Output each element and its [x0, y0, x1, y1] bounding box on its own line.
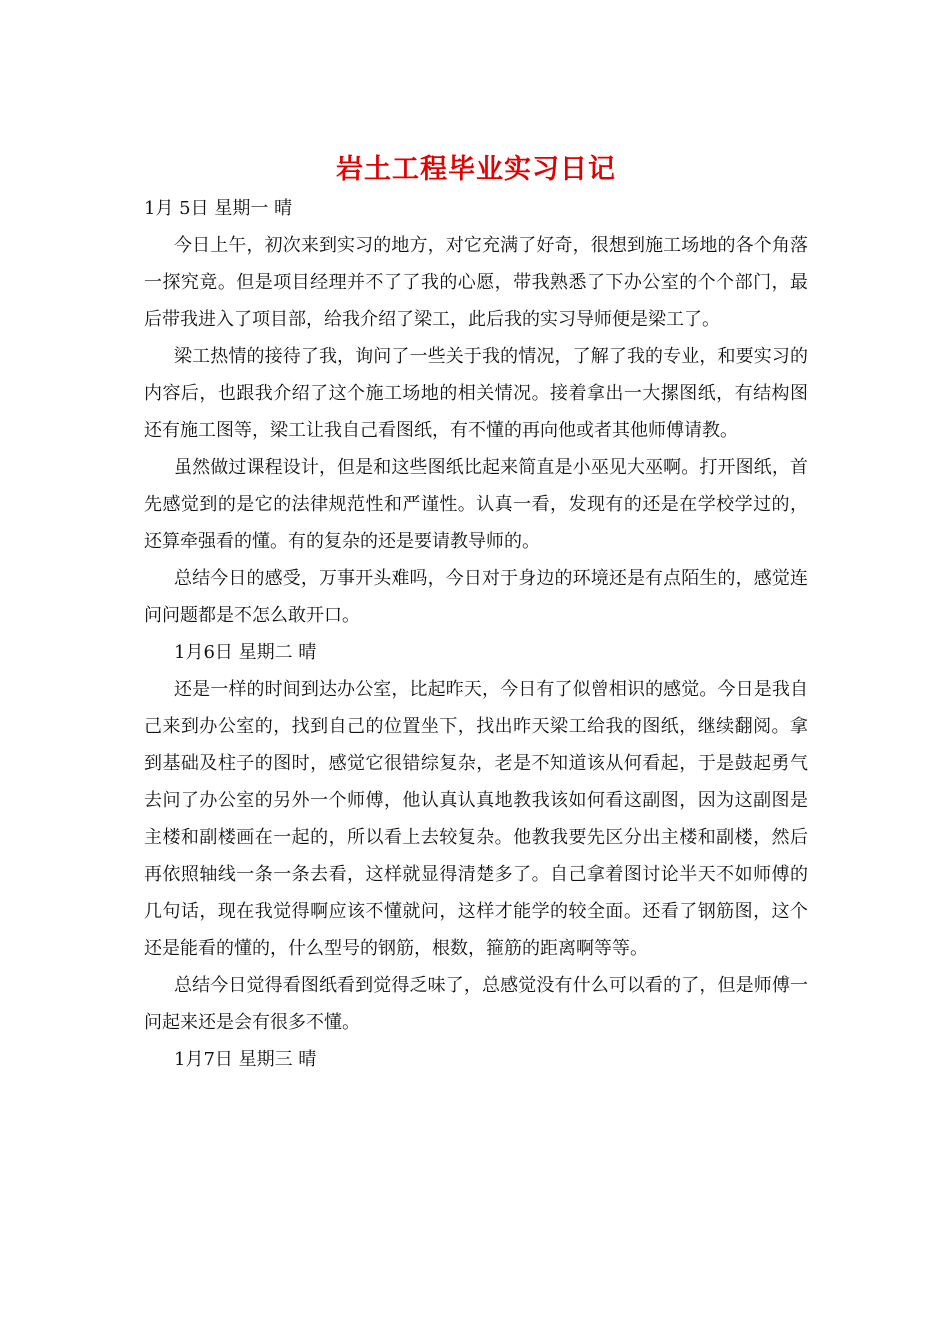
- paragraph: 梁工热情的接待了我，询问了一些关于我的情况，了解了我的专业，和要实习的内容后，也跟我介绍了这个施工场地的相关情况。接着拿出一大摞图纸，有结构图还有施工图等，梁工让我自己看图纸，有不懂的再向他或者其他师傅请教。: [144, 346, 808, 441]
- paragraph: 虽然做过课程设计，但是和这些图纸比起来简直是小巫见大巫啊。打开图纸，首先感觉到的是它的法律规范性和严谨性。认真一看，发现有的还是在学校学过的，还算牵强看的懂。有的复杂的还是要请教导师的。: [144, 457, 808, 552]
- paragraph: 总结今日的感受，万事开头难吗，今日对于身边的环境还是有点陌生的，感觉连问问题都是不怎么敢开口。: [144, 568, 808, 626]
- paragraph: 还是一样的时间到达办公室，比起昨天，今日有了似曾相识的感觉。今日是我自己来到办公室的，找到自己的位置坐下，找出昨天梁工给我的图纸，继续翻阅。拿到基础及柱子的图时，感觉它很错综复杂，老是不知道该从何看起，于是鼓起勇气去问了办公室的另外一个师傅，他认真认真地教我该如何看这副图，因为这副图是主楼和副楼画在一起的，所以看上去较复杂。他教我要先区分出主楼和副楼，然后再依照轴线一条一条去看，这样就显得清楚多了。自己拿着图讨论半天不如师傅的几句话，现在我觉得啊应该不懂就问，这样才能学的较全面。还看了钢筋图，这个还是能看的懂的，什么型号的钢筋，根数，箍筋的距离啊等等。: [144, 679, 808, 959]
- paragraph: 总结今日觉得看图纸看到觉得乏味了，总感觉没有什么可以看的了，但是师傅一问起来还是会有很多不懂。: [144, 975, 808, 1033]
- document-title: 岩土工程毕业实习日记: [336, 154, 616, 185]
- paragraph: 今日上午，初次来到实习的地方，对它充满了好奇，很想到施工场地的各个角落一探究竟。但是项目经理并不了了我的心愿，带我熟悉了下办公室的个个部门，最后带我进入了项目部，给我介绍了梁工，此后我的实习导师便是梁工了。: [144, 235, 808, 330]
- diary-entry-1: [144, 190, 808, 634]
- entry-date: 1月7日 星期三 晴: [174, 1049, 317, 1070]
- document-page: [144, 150, 808, 1078]
- entry-date: 1月6日 星期二 晴: [174, 642, 317, 663]
- diary-entry-2: [144, 634, 808, 1041]
- diary-entry-3: [144, 1041, 808, 1078]
- entry-date: 1月 5日 星期一 晴: [144, 198, 293, 219]
